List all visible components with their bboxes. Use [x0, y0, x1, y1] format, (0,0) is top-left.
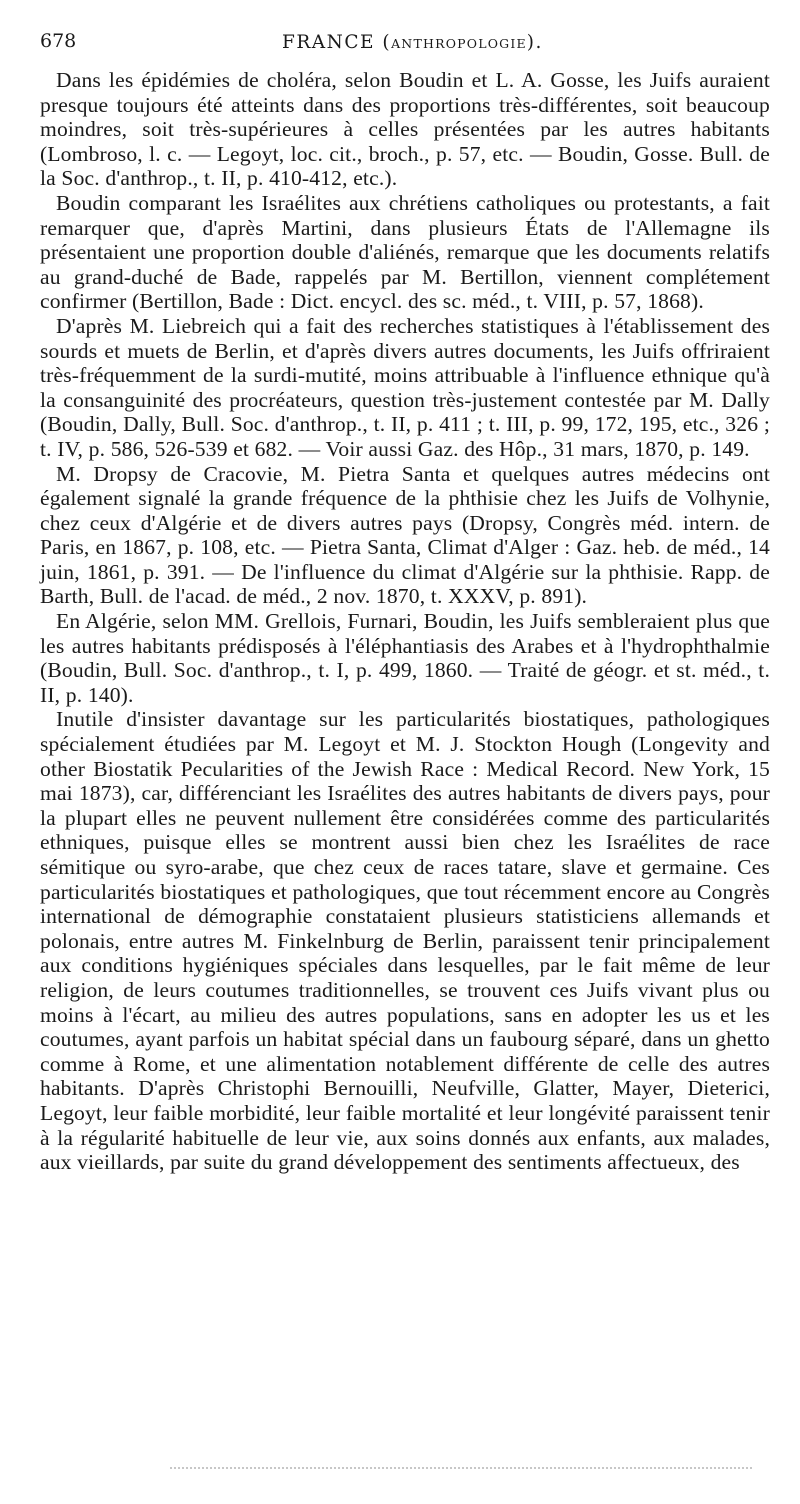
paragraph-surdi-mutite: D'après M. Liebreich qui a fait des recherches statistiques à l'établissement des sourds et muets de Berlin, et d'après divers autres documents, les Juifs offriraient très-fréquemment de la surdi-mutité, moins attribuable à l'influence ethnique qu'à la consanguinité des procréateurs, question très-justement contestée par M. Dally (Boudin, Dally, Bull. Soc. d'anthrop., t. II, p. 411 ; t. III, p. 99, 172, 195, etc., 326 ; t. IV, p. 586, 526-539 et 682. — Voir aussi Gaz. des Hôp., 31 mars, 1870, p. 149.: [40, 313, 770, 461]
paragraph-cholera: Dans les épidémies de choléra, selon Boudin et L. A. Gosse, les Juifs auraient presque toujours été atteints dans des proportions très-différentes, soit beaucoup moindres, soit très-supérieures à celles présentées par les autres habitants (Lombroso, l. c. — Legoyt, loc. cit., broch., p. 57, etc. — Boudin, Gosse. Bull. de la Soc. d'anthrop., t. II, p. 410-412, etc.).: [40, 68, 770, 191]
running-head-main: FRANCE (: [282, 32, 392, 53]
paragraph-alienes: Boudin comparant les Israélites aux chrétiens catholiques ou protestants, a fait remarquer que, d'après Martini, dans plusieurs États de l'Allemagne ils présentaient une proportion double d'aliénés, remarque que les documents relatifs au grand-duché de Bade, rappelés par M. Bertillon, viennent complétement confirmer (Bertillon, Bade : Dict. encycl. des sc. méd., t. VIII, p. 57, 1868).: [40, 190, 770, 314]
page-header: [40, 26, 770, 68]
paragraph-phthisie: M. Dropsy de Cracovie, M. Pietra Santa et quelques autres médecins ont également signalé la grande fréquence de la phthisie chez les Juifs de Volhynie, chez ceux d'Algérie et de divers autres pays (Dropsy, Congrès méd. intern. de Paris, en 1867, p. 108, etc. — Pietra Santa, Climat d'Alger : Gaz. heb. de méd., 14 juin, 1861, p. 391. — De l'influence du climat d'Algérie sur la phthisie. Rapp. de Barth, Bull. de l'acad. de méd., 2 nov. 1870, t. XXXV, p. 891).: [40, 461, 770, 609]
paragraph-elephantiasis: En Algérie, selon MM. Grellois, Furnari, Boudin, les Juifs sembleraient plus que les autres habitants prédisposés à l'éléphantiasis des Arabes et à l'hydrophthalmie (Boudin, Bull. Soc. d'anthrop., t. I, p. 499, 1860. — Traité de géogr. et st. méd., t. II, p. 140).: [40, 609, 770, 707]
body-text: [40, 68, 770, 1175]
bleed-through-line: [170, 1467, 752, 1469]
paragraph-biostatique: Inutile d'insister davantage sur les particularités biostatiques, pathologiques spécialement étudiées par M. Legoyt et M. J. Stockton Hough (Longevity and other Biostatik Pecularities of the Jewish Race : Medical Record. New York, 15 mai 1873), car, différenciant les Israélites des autres habitants de divers pays, pour la plupart elles ne peuvent nullement être considérées comme des particularités ethniques, puisque elles se montrent aussi bien chez les Israélites de race sémitique ou syro-arabe, que chez ceux de races tatare, slave et germaine. Ces particularités biostatiques et pathologiques, que tout récemment encore au Congrès international de démographie constataient plusieurs statisticiens allemands et polonais, entre autres M. Finkelnburg de Berlin, paraissent tenir principalement aux conditions hygiéniques spéciales dans lesquelles, par le fait même de leur religion, de leurs coutumes traditionnelles, se trouvent ces Juifs vivant plus ou moins à l'écart, au milieu des autres populations, sans en adopter les us et les coutumes, ayant parfois un habitat spécial dans un faubourg séparé, dans un ghetto comme à Rome, et une alimentation notablement différente de celle des autres habitants. D'après Christophi Bernouilli, Neufville, Glatter, Mayer, Dieterici, Legoyt, leur faible morbidité, leur faible mortalité et leur longévité paraissent tenir à la régularité habituelle de leur vie, aux soins donnés aux enfants, aux malades, aux vieillards, par suite du grand développement des sentiments affectueux, des: [40, 707, 770, 1175]
running-head: [282, 32, 543, 53]
running-head-small-caps: ANTHROPOLOGIE: [391, 36, 527, 51]
page-number: 678: [40, 30, 77, 52]
document-page: [40, 26, 770, 1175]
running-head-close: ).: [526, 32, 543, 53]
